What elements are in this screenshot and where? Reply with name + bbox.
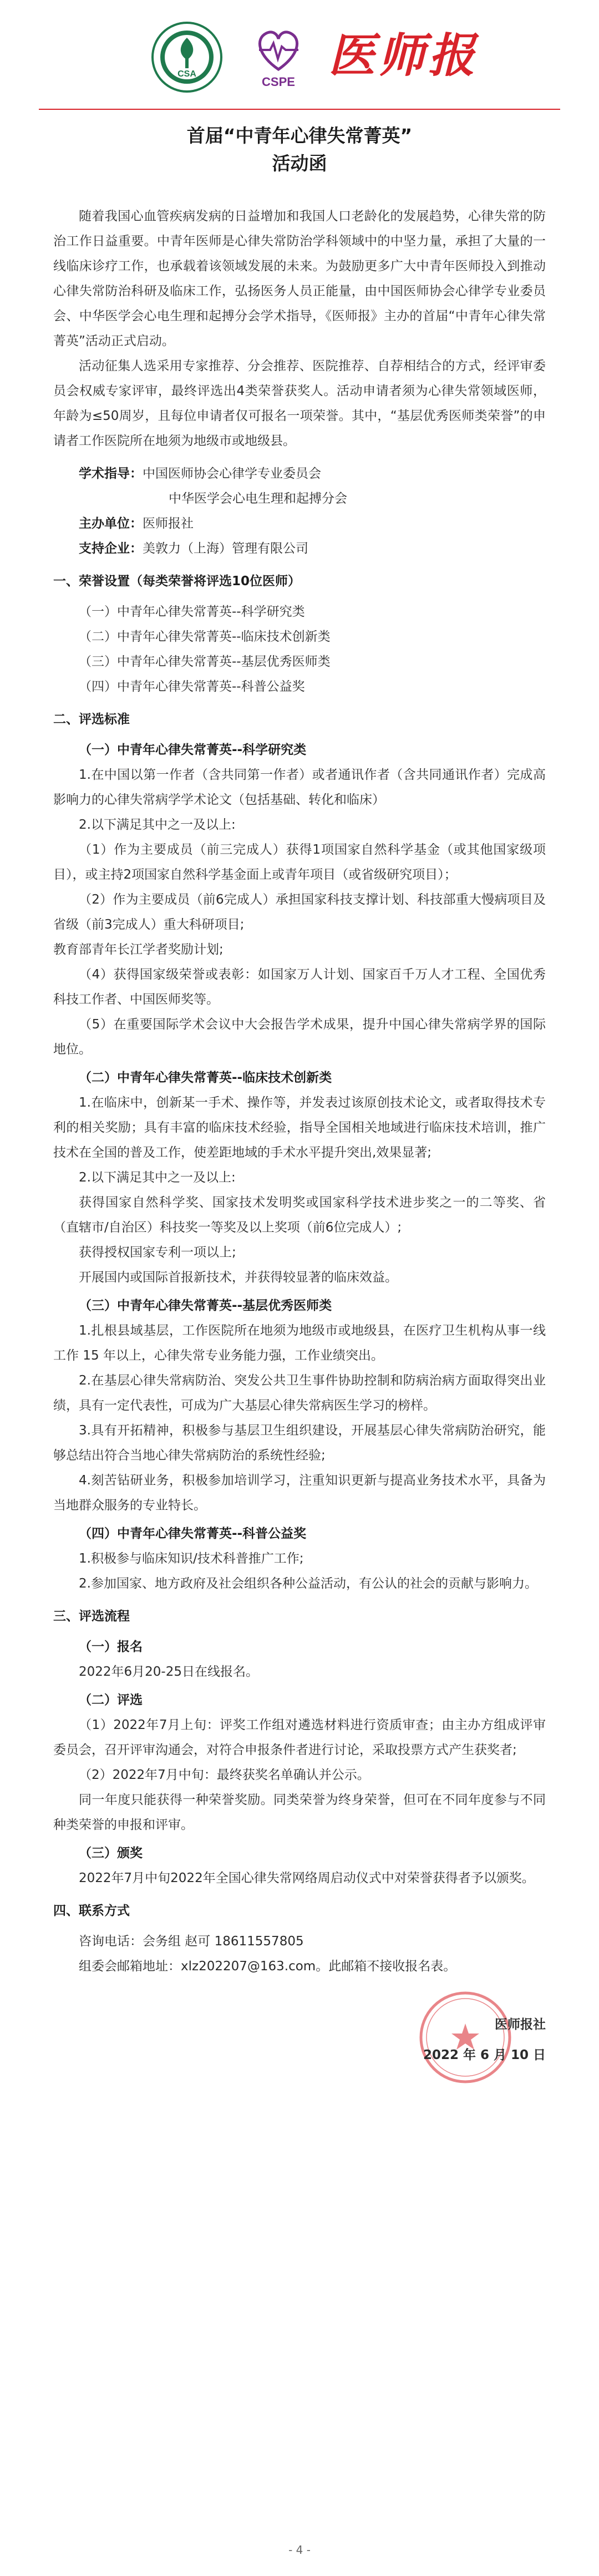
criteria-paragraph: 1.在临床中，创新某一手术、操作等，并发表过该原创技术论文，或者取得技术专利的相关奖励；具有丰富的临床技术经验，指导全国相关地域进行临床技术培训，推广技术在全国的普及工作，使差距地域的手术水平提升突出,效果显著; xyxy=(53,1096,546,1160)
title-line-1: 首届“中青年心律失常菁英” xyxy=(186,125,413,146)
criteria-paragraph: 2.以下满足其中之一及以上: xyxy=(79,818,236,832)
criteria-paragraph: （4）获得国家级荣誉或表彰：如国家万人计划、国家百千万人才工程、全国优秀科技工作者、中国医师奖等。 xyxy=(53,967,546,1007)
honor-item: （四）中青年心律失常菁英--科普公益奖 xyxy=(79,680,305,694)
document-body xyxy=(53,204,546,2085)
process-paragraph: 2022年6月20-25日在线报名。 xyxy=(79,1665,258,1679)
criteria-paragraph: （5）在重要国际学术会议中大会报告学术成果，提升中国心律失常病学界的国际地位。 xyxy=(53,1017,546,1057)
section-1-heading: 一、荣誉设置（每类荣誉将评选10位医师） xyxy=(53,574,301,589)
title-line-2: 活动函 xyxy=(272,153,327,174)
cspe-logo-icon xyxy=(247,22,311,92)
process-paragraph: 同一年度只能获得一种荣誉奖励。同类荣誉为终身荣誉，但可在不同年度参与不同种类荣誉的申报和评审。 xyxy=(53,1793,546,1832)
document-title xyxy=(0,122,599,178)
process-signup-heading: （一）报名 xyxy=(79,1640,143,1654)
process-paragraph: 2022年7月中旬2022年全国心律失常网络周启动仪式中对荣誉获得者予以颁奖。 xyxy=(79,1871,535,1885)
page-number: - 4 - xyxy=(288,2543,311,2557)
honor-item: （一）中青年心律失常菁英--科学研究类 xyxy=(79,605,305,619)
section-2-heading: 二、评选标准 xyxy=(53,712,130,727)
intro-paragraph-2: 活动征集人选采用专家推荐、分会推荐、医院推荐、自荐相结合的方式，经评审委员会权威专家评审，最终评选出4类荣誉获奖人。活动申请者须为心律失常领域医师，年龄为≤50周岁，且每位申请者仅可报名一项荣誉。其中，“基层优秀医师类荣誉”的申请者工作医院所在地须为地级市或地级县。 xyxy=(53,359,546,448)
criteria-paragraph: 3.具有开拓精神，积极参与基层卫生组织建设，开展基层心律失常病防治研究，能够总结出符合当地心律失常病防治的系统性经验; xyxy=(53,1423,546,1463)
intro-paragraph: 随着我国心血管疾病发病的日益增加和我国人口老龄化的发展趋势，心律失常的防治工作日益重要。中青年医师是心律失常防治学科领域中的中坚力量，承担了大量的一线临床诊疗工作，也承载着该领域发展的未来。为鼓励更多广大中青年医师投入到推动心律失常防治科研及临床工作，弘扬医务人员正能量，由中国医师协会心律学专业委员会、中华医学会心电生理和起搏分会学术指导，《医师报》主办的首届“中青年心律失常菁英”活动正式启动。 xyxy=(53,209,546,348)
official-seal-icon xyxy=(418,1990,512,2085)
criteria-paragraph: 获得国家自然科学奖、国家技术发明奖或国家科学技术进步奖之一的二等奖、省（直辖市/自治区）科技奖一等奖及以上奖项（前6位完成人）; xyxy=(53,1195,546,1235)
process-paragraph: （1）2022年7月上旬：评奖工作组对遴选材料进行资质审查；由主办方组成评审委员会，召开评审沟通会，对符合申报条件者进行讨论，采取投票方式产生获奖者; xyxy=(53,1718,546,1757)
section-3-heading: 三、评选流程 xyxy=(53,1609,130,1624)
criteria-paragraph: 2.以下满足其中之一及以上: xyxy=(79,1170,236,1185)
host-row xyxy=(53,511,546,536)
criteria-grassroots-heading: （三）中青年心律失常菁英--基层优秀医师类 xyxy=(79,1299,332,1313)
criteria-paragraph: （2）作为主要成员（前6完成人）承担国家科技支撑计划、科技部重大慢病项目及省级（前3完成人）重大科研项目; xyxy=(53,893,546,932)
support-value: 美敦力（上海）管理有限公司 xyxy=(143,541,308,556)
process-paragraph: （2）2022年7月中旬：最终获奖名单确认并公示。 xyxy=(79,1768,370,1782)
process-award-heading: （三）颁奖 xyxy=(79,1846,143,1860)
criteria-paragraph: 教育部青年长江学者奖励计划; xyxy=(53,942,224,957)
criteria-science-popularization-heading: （四）中青年心律失常菁英--科普公益奖 xyxy=(79,1527,307,1541)
criteria-paragraph: 1.在中国以第一作者（含共同第一作者）或者通讯作者（含共同通讯作者）完成高影响力的心律失常病学学术论文（包括基础、转化和临床） xyxy=(53,768,546,807)
criteria-paragraph: （1）作为主要成员（前三完成人）获得1项国家自然科学基金（或其他国家级项目），或主持2项国家自然科学基金面上或青年项目（或省级研究项目）； xyxy=(53,843,546,882)
document-header xyxy=(0,0,599,111)
honor-item: （二）中青年心律失常菁英--临床技术创新类 xyxy=(79,630,331,644)
brand-title: 医师报 xyxy=(328,28,479,83)
host-label: 主办单位： xyxy=(79,516,143,531)
academic-guidance-row xyxy=(53,462,546,486)
process-review-heading: （二）评选 xyxy=(79,1693,143,1707)
section-4-heading: 四、联系方式 xyxy=(53,1904,130,1918)
criteria-paragraph: 2.参加国家、地方政府及社会组织各种公益活动，有公认的社会的贡献与影响力。 xyxy=(79,1576,537,1591)
support-row xyxy=(53,536,546,561)
criteria-paragraph: 1.积极参与临床知识/技术科普推广工作; xyxy=(79,1551,304,1566)
contact-phone: 咨询电话：会务组 赵可 18611557805 xyxy=(79,1934,304,1949)
criteria-research-heading: （一）中青年心律失常菁英--科学研究类 xyxy=(79,743,307,757)
header-divider xyxy=(39,109,560,110)
support-label: 支持企业： xyxy=(79,541,143,556)
signature-organization: 医师报社 xyxy=(495,2017,546,2032)
csa-logo-icon xyxy=(151,21,223,93)
academic-guidance-row-2 xyxy=(53,486,546,511)
criteria-paragraph: 获得授权国家专利一项以上; xyxy=(79,1245,236,1260)
criteria-paragraph: 2.在基层心律失常病防治、突发公共卫生事件协助控制和防病治病方面取得突出业绩，具有一定代表性，可成为广大基层心律失常病医生学习的榜样。 xyxy=(53,1373,546,1413)
criteria-clinical-heading: （二）中青年心律失常菁英--临床技术创新类 xyxy=(79,1071,332,1085)
academic-guidance-2: 中华医学会心电生理和起搏分会 xyxy=(169,491,347,506)
academic-guidance-1: 中国医师协会心律学专业委员会 xyxy=(143,466,321,481)
signature-block xyxy=(53,1990,546,2085)
contact-email: 组委会邮箱地址：xlz202207@163.com。此邮箱不接收报名表。 xyxy=(79,1959,456,1974)
criteria-paragraph: 4.刻苦钻研业务，积极参加培训学习，注重知识更新与提高业务技术水平，具备为当地群众服务的专业特长。 xyxy=(53,1473,546,1513)
honor-item: （三）中青年心律失常菁英--基层优秀医师类 xyxy=(79,655,331,669)
academic-guidance-label: 学术指导： xyxy=(79,466,143,481)
criteria-paragraph: 1.扎根县域基层，工作医院所在地须为地级市或地级县，在医疗卫生机构从事一线工作 15 年以上，心律失常专业务能力强，工作业绩突出。 xyxy=(53,1324,546,1363)
csa-logo-text: CSA xyxy=(177,69,196,79)
criteria-paragraph: 开展国内或国际首报新技术，并获得较显著的临床效益。 xyxy=(79,1270,398,1285)
cspe-logo-text: CSPE xyxy=(262,75,295,89)
signature-date: 2022 年 6 月 10 日 xyxy=(423,2048,546,2062)
host-value: 医师报社 xyxy=(143,516,194,531)
